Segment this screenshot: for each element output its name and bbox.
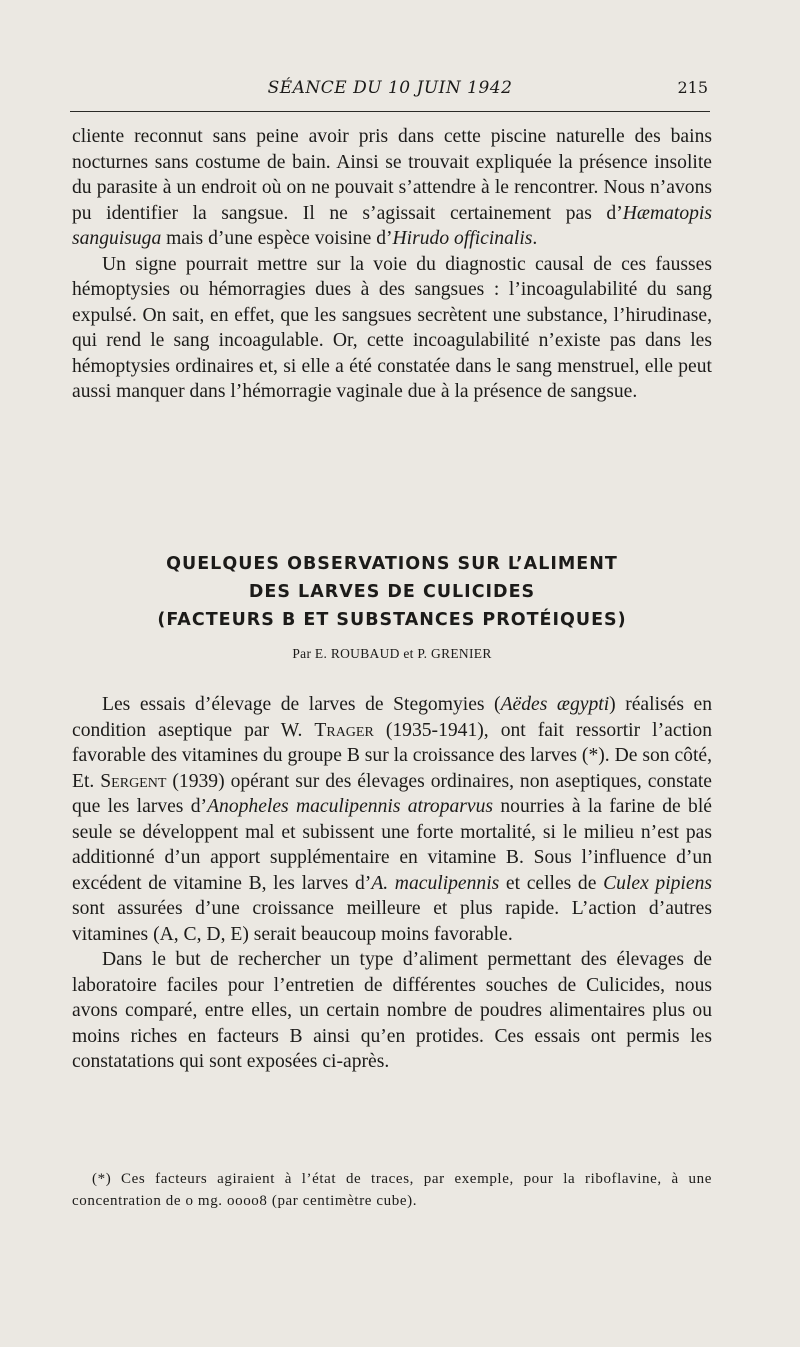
author-name: Trager [314, 719, 374, 741]
species-name: Anopheles maculipennis atroparvus [207, 796, 494, 817]
paragraph-intro [72, 692, 712, 947]
text-run: . [532, 228, 538, 249]
running-head [70, 78, 710, 106]
text-run: ) réalisés en condition aseptique par W. [72, 694, 712, 741]
text-run: Les essais d’élevage de larves de Stegomyies ( [102, 694, 501, 715]
text-run: (1939) opérant sur des élevages ordinaires, non aseptiques, constate que les larves d’ [72, 770, 712, 817]
article-title-line: QUELQUES OBSERVATIONS SUR L’ALIMENT [166, 554, 618, 574]
text-run: cliente reconnut sans peine avoir pris dans cette piscine naturelle des bains nocturnes sans costume de bain. Ainsi se trouvait expliquée la présence insolite du parasite à un endroit où on ne pouvait s’attendre à le rencontrer. Nous n’avons pu identifier la sangsue. Il ne s’agissait certainement pas d’ [72, 126, 712, 224]
species-name: Hirudo officinalis [392, 228, 533, 249]
paragraph-method: Dans le but de rechercher un type d’aliment permettant des élevages de laboratoire faciles pour l’entretien de différentes souches de Culicides, nous avons comparé, entre elles, un certain nombre de poudres alimentaires plus ou moins riches en facteurs B ainsi qu’en protides. Ces essais ont permis les constatations qui sont exposées ci-après. [72, 949, 712, 1072]
article-authors: Par E. ROUBAUD et P. GRENIER [292, 646, 492, 661]
page-number: 215 [677, 78, 708, 97]
species-name: Aëdes ægypti [500, 694, 610, 715]
text-run: sont assurées d’une croissance meilleure et plus rapide. L’action d’autres vitamines (A, C, D, E) serait beaucoup moins favorable. [72, 898, 712, 945]
footnote: (*) Ces facteurs agiraient à l’état de traces, par exemple, pour la riboflavine, à une concentration de o mg. oooo8 (par centimètre cube). [72, 1171, 712, 1209]
article-title-line: (FACTEURS B ET SUBSTANCES PROTÉIQUES) [157, 610, 627, 630]
running-head-title: SÉANCE DU 10 JUIN 1942 [267, 78, 513, 98]
previous-article-continuation [72, 124, 712, 405]
text-run: et celles de [499, 872, 604, 894]
paragraph-diagnostic: Un signe pourrait mettre sur la voie du diagnostic causal de ces fausses hémoptysies ou hémorragies dues à des sangsues : l’incoagulabilité du sang expulsé. On sait, en effet, que les sangsues secrètent une substance, l’hirudinase, qui rend le sang incoagulable. Or, cette incoagulabilité n’existe pas dans les hémoptysies ordinaires et, si elle a été constatée dans le sang menstruel, elle peut aussi manquer dans l’hémorragie vaginale due à la présence de sangsue. [72, 253, 712, 402]
article-title [72, 550, 712, 634]
article-body [72, 692, 712, 1075]
text-run: nourries à la farine de blé seule se développent mal et subissent une forte mortalité, si le milieu n’est pas additionné d’un apport supplémentaire en vitamine B. Sous l’influence d’un excédent de vitamine B, les larves d’ [72, 796, 712, 894]
species-name: Hæmatopis sanguisuga [72, 202, 712, 249]
author-name: Sergent [100, 770, 167, 792]
text-run: mais d’une espèce voisine d’ [161, 228, 393, 249]
header-rule [70, 111, 710, 112]
species-name: A. maculipennis [371, 872, 500, 894]
species-name: Culex pipiens [603, 872, 712, 894]
article-title-line: DES LARVES DE CULICIDES [248, 582, 536, 602]
text-run: (1935-1941), ont fait ressortir l’action favorable des vitamines du groupe B sur la croissance des larves (*). De son côté, Et. [72, 719, 712, 792]
paragraph-continued [72, 124, 712, 252]
